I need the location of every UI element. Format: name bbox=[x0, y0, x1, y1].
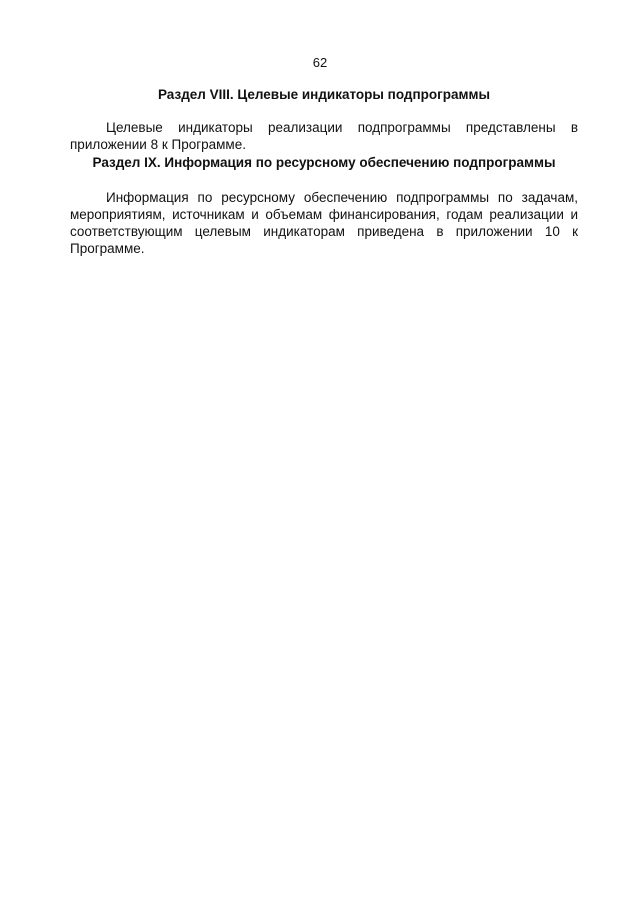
page-content bbox=[70, 86, 578, 257]
section-9-heading: Раздел IX. Информация по ресурсному обеспечению подпрограммы bbox=[92, 155, 556, 170]
section-8-paragraph: Целевые индикаторы реализации подпрограммы представлены в приложении 8 к Программе. bbox=[70, 120, 578, 152]
page-number: 62 bbox=[312, 55, 328, 70]
section-9-paragraph: Информация по ресурсному обеспечению подпрограммы по задачам, мероприятиям, источникам и объемам финансирования, годам реализации и соответствующим целевым индикаторам приведена в приложении 10 к Программе. bbox=[70, 190, 578, 256]
section-8-heading: Раздел VIII. Целевые индикаторы подпрограммы bbox=[157, 87, 490, 102]
